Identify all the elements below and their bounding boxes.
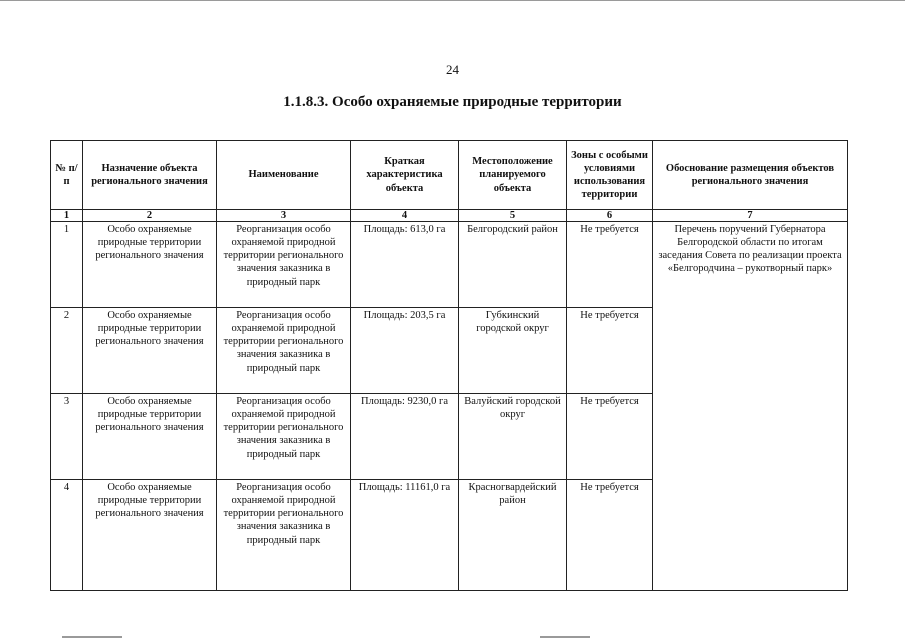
column-number: 4	[351, 210, 459, 222]
section-title: 1.1.8.3. Особо охраняемые природные территории	[283, 94, 622, 110]
column-number: 6	[567, 210, 653, 222]
header-location: Местоположение планируемого объекта	[459, 141, 567, 210]
territories-table	[50, 140, 848, 591]
column-number: 7	[653, 210, 848, 222]
row-zones: Не требуется	[567, 480, 653, 591]
header-justification: Обоснование размещения объектов регионального значения	[653, 141, 848, 210]
row-name: Реорганизация особо охраняемой природной территории регионального значения заказника в природный парк	[217, 308, 351, 394]
row-zones: Не требуется	[567, 394, 653, 480]
row-zones: Не требуется	[567, 308, 653, 394]
justification-cell: Перечень поручений Губернатора Белгородской области по итогам заседания Совета по реализации проекта «Белгородчина – рукотворный парк»	[653, 222, 848, 591]
row-name: Реорганизация особо охраняемой природной территории регионального значения заказника в природный парк	[217, 394, 351, 480]
row-zones: Не требуется	[567, 222, 653, 308]
row-location: Валуйский городской округ	[459, 394, 567, 480]
row-purpose: Особо охраняемые природные территории регионального значения	[83, 222, 217, 308]
page-number: 24	[446, 62, 459, 77]
header-characteristic: Краткая характеристика объекта	[351, 141, 459, 210]
column-number: 1	[51, 210, 83, 222]
scan-edge-bottom-right	[540, 636, 590, 638]
row-characteristic: Площадь: 203,5 га	[351, 308, 459, 394]
scan-edge-bottom-left	[62, 636, 122, 638]
row-num: 1	[51, 222, 83, 308]
table-row	[51, 222, 848, 308]
row-characteristic: Площадь: 11161,0 га	[351, 480, 459, 591]
row-location: Губкинский городской округ	[459, 308, 567, 394]
row-location: Красногвардейский район	[459, 480, 567, 591]
row-num: 3	[51, 394, 83, 480]
row-purpose: Особо охраняемые природные территории регионального значения	[83, 480, 217, 591]
row-characteristic: Площадь: 9230,0 га	[351, 394, 459, 480]
row-location: Белгородский район	[459, 222, 567, 308]
row-num: 4	[51, 480, 83, 591]
column-number: 5	[459, 210, 567, 222]
row-num: 2	[51, 308, 83, 394]
row-name: Реорганизация особо охраняемой природной территории регионального значения заказника в природный парк	[217, 222, 351, 308]
header-num: № п/п	[51, 141, 83, 210]
row-purpose: Особо охраняемые природные территории регионального значения	[83, 308, 217, 394]
header-name: Наименование	[217, 141, 351, 210]
header-row	[51, 141, 848, 210]
header-zones: Зоны с особыми условиями использования территории	[567, 141, 653, 210]
column-number-row	[51, 210, 848, 222]
column-number: 3	[217, 210, 351, 222]
header-purpose: Назначение объекта регионального значения	[83, 141, 217, 210]
scan-edge-top	[0, 0, 905, 1]
row-characteristic: Площадь: 613,0 га	[351, 222, 459, 308]
row-purpose: Особо охраняемые природные территории регионального значения	[83, 394, 217, 480]
row-name: Реорганизация особо охраняемой природной территории регионального значения заказника в природный парк	[217, 480, 351, 591]
column-number: 2	[83, 210, 217, 222]
